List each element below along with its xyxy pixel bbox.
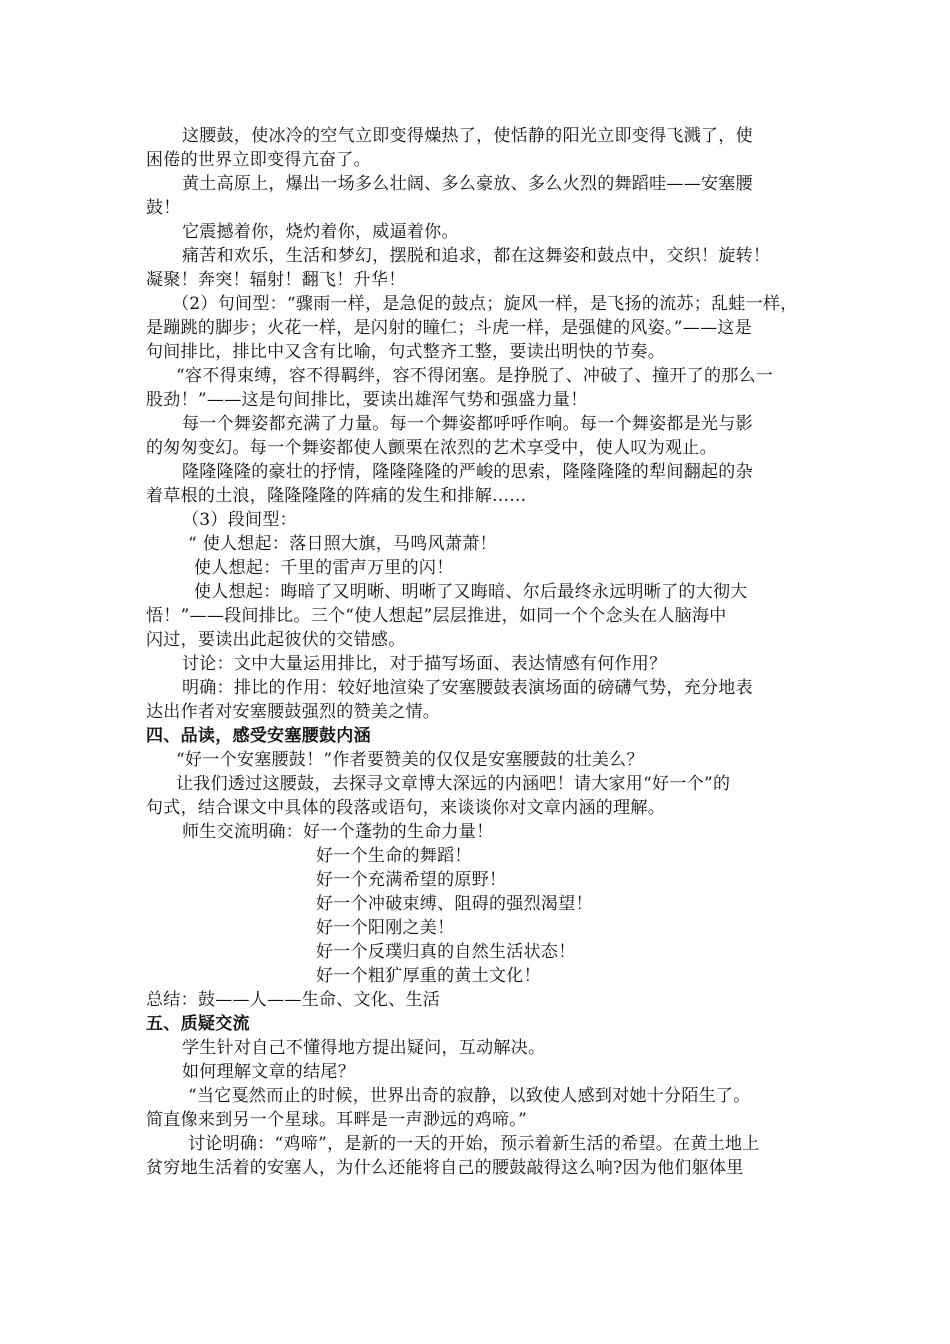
text-line: 使人想起：晦暗了又明晰、明晰了又晦暗、尔后最终永远明晰了的大彻大 [194,582,748,602]
list-item: 好一个充满希望的原野！ [316,870,507,890]
text-line: 如何理解文章的结尾？ [182,1062,355,1082]
document-page [146,124,806,1180]
text-line: 这腰鼓，使冰冷的空气立即变得燥热了，使恬静的阳光立即变得飞溅了，使 [182,126,753,146]
text-line: 黄土高原上，爆出一场多么壮阔、多么豪放、多么火烈的舞蹈哇——安塞腰 [182,174,753,194]
text-line: 凝聚！奔突！辐射！翻飞！升华！ [146,270,406,290]
text-line: 让我们透过这腰鼓，去探寻文章博大深远的内涵吧！请大家用“好一个”的 [176,774,731,794]
text-line: 每一个舞姿都充满了力量。每一个舞姿都呼呼作响。每一个舞姿都是光与影 [182,414,753,434]
text-line: 困倦的世界立即变得亢奋了。 [146,150,371,170]
text-line: 是蹦跳的脚步；火花一样，是闪射的瞳仁；斗虎一样，是强健的风姿。”——这是 [146,318,752,338]
text-line: “当它戛然而止的时候，世界出奇的寂静，以致使人感到对她十分陌生了。 [188,1086,751,1106]
text-line: 股劲！”——这是句间排比，要读出雄浑气势和强盛力量！ [146,390,588,410]
text-line: 它震撼着你，烧灼着你，威逼着你。 [182,222,459,242]
text-line: “容不得束缚，容不得羁绊，容不得闭塞。是挣脱了、冲破了、撞开了的那么一 [176,366,774,386]
text-line: 着草根的土浪，隆隆隆隆的阵痛的发生和排解…… [146,486,527,506]
text-line: “ 使人想起：落日照大旗，马鸣风萧萧！ [188,534,497,554]
text-line: 讨论：文中大量运用排比，对于描写场面、表达情感有何作用？ [182,654,667,674]
text-line: 讨论明确：“鸡啼”，是新的一天的开始，预示着新生活的希望。在黄土地上 [188,1134,760,1154]
list-item: 好一个生命的舞蹈！ [316,846,472,866]
text-line: 句式，结合课文中具体的段落或语句，来谈谈你对文章内涵的理解。 [146,798,665,818]
text-line: （2）句间型：“骤雨一样，是急促的鼓点；旋风一样，是飞扬的流苏；乱蛙一样， [172,294,798,314]
text-line: （3）段间型： [182,510,297,530]
text-line: “好一个安塞腰鼓！”作者要赞美的仅仅是安塞腰鼓的壮美么？ [176,750,644,770]
text-line: 明确：排比的作用：较好地渲染了安塞腰鼓表演场面的磅礴气势，充分地表 [182,678,753,698]
text-line: 总结：鼓——人——生命、文化、生活 [146,990,441,1010]
text-line: 的匆匆变幻。每一个舞姿都使人颤栗在浓烈的艺术享受中，使人叹为观止。 [146,438,717,458]
text-line: 简直像来到另一个星球。耳畔是一声渺远的鸡啼。” [146,1110,528,1130]
text-line: 闪过，要读出此起彼伏的交错感。 [146,630,406,650]
list-item: 好一个反璞归真的自然生活状态！ [316,942,576,962]
text-line: 贫穷地生活着的安塞人，为什么还能将自己的腰鼓敲得这么响?因为他们躯体里 [146,1158,744,1178]
text-line: 隆隆隆隆的豪壮的抒情，隆隆隆隆的严峻的思索，隆隆隆隆的犁间翻起的杂 [182,462,753,482]
list-item: 好一个冲破束缚、阻碍的强烈渴望！ [316,894,593,914]
text-line: 痛苦和欢乐，生活和梦幻，摆脱和追求，都在这舞姿和鼓点中，交织！旋转！ [182,246,771,266]
list-item: 好一个粗犷厚重的黄土文化！ [316,966,541,986]
text-line: 学生针对自己不懂得地方提出疑问，互动解决。 [182,1038,546,1058]
text-line: 师生交流明确：好一个蓬勃的生命力量！ [182,822,494,842]
text-line: 句间排比，排比中又含有比喻，句式整齐工整，要读出明快的节奏。 [146,342,665,362]
text-line: 鼓！ [146,198,181,218]
text-line: 使人想起：千里的雷声万里的闪！ [194,558,454,578]
text-line: 悟！”——段间排比。三个“使人想起”层层推进，如同一个个念头在人脑海中 [146,606,727,626]
section-heading: 四、品读，感受安塞腰鼓内涵 [146,726,371,746]
text-line: 达出作者对安塞腰鼓强烈的赞美之情。 [146,702,441,722]
section-heading: 五、质疑交流 [146,1014,250,1034]
list-item: 好一个阳刚之美！ [316,918,455,938]
